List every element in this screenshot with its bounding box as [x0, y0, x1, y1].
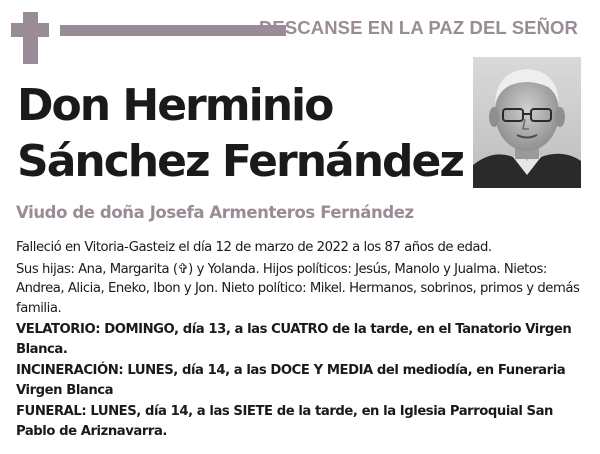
name-line-1: Don Herminio	[17, 80, 333, 131]
deceased-name	[17, 78, 463, 190]
cross-icon-bar	[11, 23, 49, 37]
portrait-image	[473, 57, 581, 188]
header-band	[60, 25, 286, 36]
portrait-photo	[473, 57, 581, 188]
header-title: DESCANSE EN LA PAZ DEL SEÑOR	[258, 17, 578, 38]
widow-line: Viudo de doña Josefa Armenteros Fernández	[16, 203, 414, 222]
family-list: Sus hijas: Ana, Margarita (✞) y Yolanda. Hijos políticos: Jesús, Manolo y Jualma. Nietos: Andrea, Alicia, Eneko, Ibon y Jon. Nieto político: Mikel. Hermanos, sobrinos, primos y demás familia.	[16, 261, 580, 316]
funeral-info: FUNERAL: LUNES, día 14, a las SIETE de la tarde, en la Iglesia Parroquial San Pablo de Ariznavarra.	[16, 404, 553, 439]
name-line-2: Sánchez Fernández	[17, 136, 463, 187]
cremation-info: INCINERACIÓN: LUNES, día 14, a las DOCE Y MEDIA del mediodía, en Funeraria Virgen Blanca	[16, 363, 566, 398]
wake-info: VELATORIO: DOMINGO, día 13, a las CUATRO de la tarde, en el Tanatorio Virgen Blanca.	[16, 322, 572, 357]
death-notice: Falleció en Vitoria-Gasteiz el día 12 de marzo de 2022 a los 87 años de edad.	[16, 240, 492, 255]
cross-icon	[23, 12, 38, 64]
notice-body	[16, 238, 588, 443]
